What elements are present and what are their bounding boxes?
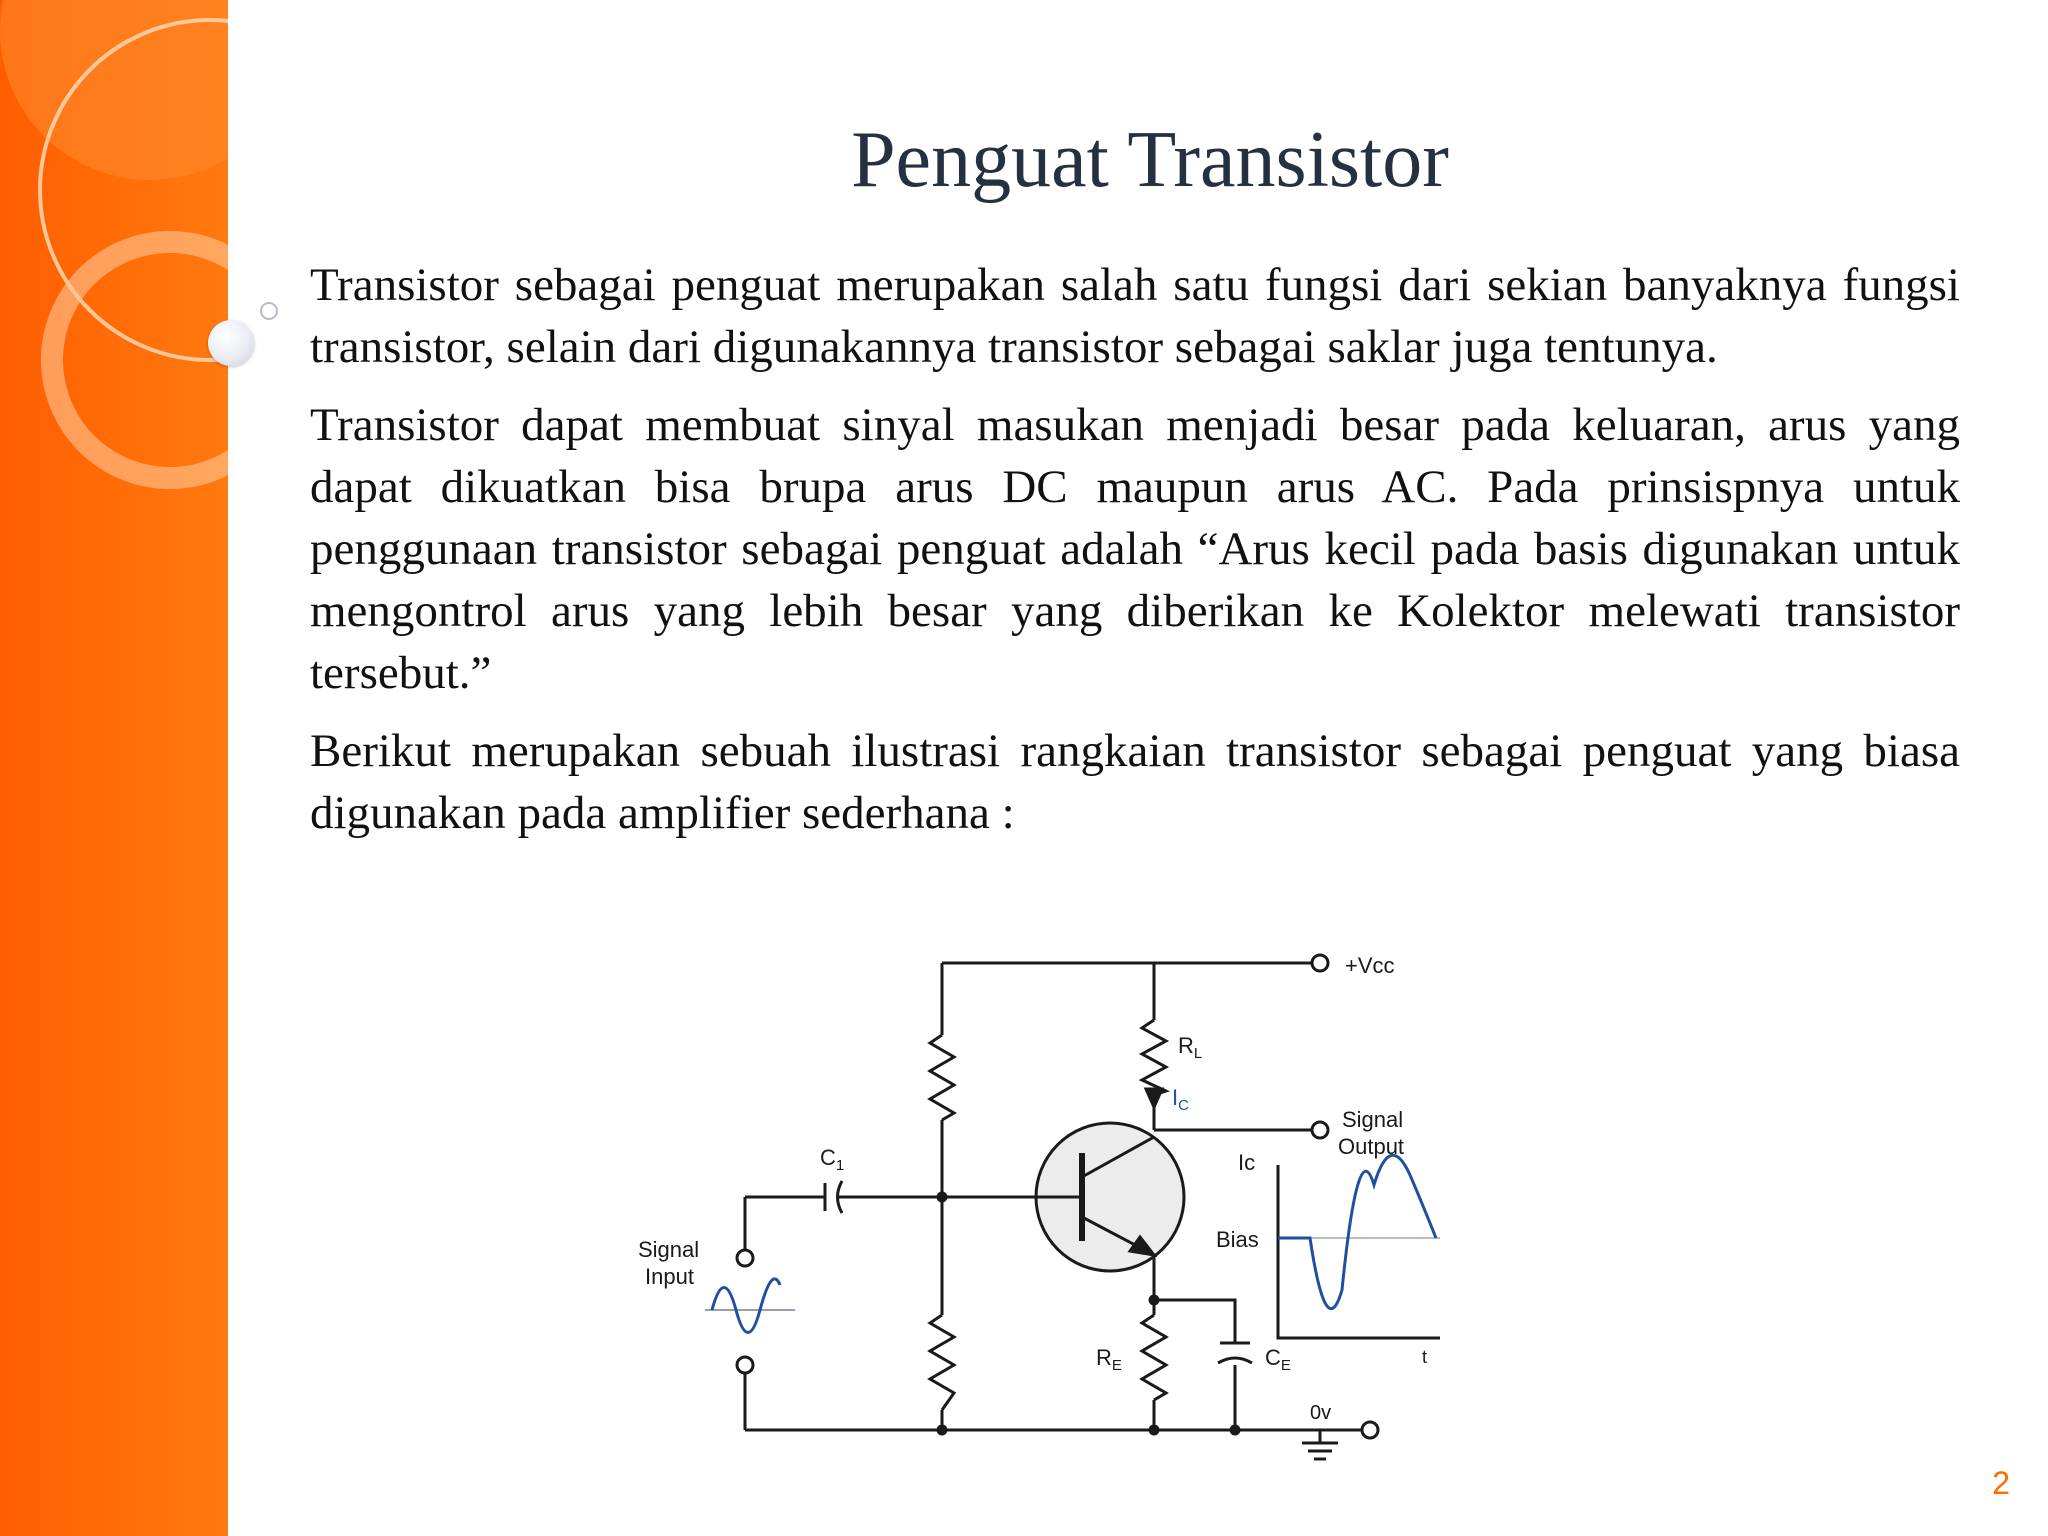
ic-label: $I_C$ bbox=[1172, 1085, 1189, 1114]
paragraph-1: Transistor sebagai penguat merupakan salah satu fungsi dari sekian banyaknya fungsi transistor, selain dari digunakannya transistor sebagai saklar juga tentunya. bbox=[310, 259, 1960, 373]
slide-title: Penguat Transistor bbox=[851, 116, 1449, 204]
bias-resistor-bottom bbox=[930, 1315, 954, 1410]
input-terminal-top bbox=[737, 1250, 753, 1266]
capacitor-ce-plate-2 bbox=[1218, 1358, 1252, 1363]
output-sine-wave bbox=[1278, 1155, 1436, 1308]
bias-resistor-top bbox=[930, 1035, 954, 1120]
decorative-circles bbox=[0, 0, 228, 1536]
re-label: $R_E$ bbox=[1096, 1345, 1122, 1374]
amplifier-circuit-diagram bbox=[630, 945, 1460, 1485]
signal-input-label-1: Signal bbox=[638, 1237, 700, 1262]
vcc-label: +Vcc bbox=[1345, 953, 1395, 978]
c1-label: $C_1$ bbox=[820, 1145, 845, 1174]
ground-junction-2 bbox=[1150, 1426, 1158, 1434]
ic-arrow bbox=[1146, 1089, 1162, 1107]
paragraph-2: Transistor dapat membuat sinyal masukan menjadi besar pada keluaran, arus yang dapat dikuatkan bisa brupa arus DC maupun arus AC. Pada prinsispnya untuk penggunaan transistor sebagai penguat adalah “Arus kecil pada basis digunakan untuk mengontrol arus yang lebih besar yang diberikan ke Kolektor melewati transistor tersebut.” bbox=[310, 399, 1960, 699]
ground-terminal bbox=[1362, 1422, 1378, 1438]
slide-body bbox=[310, 254, 1960, 860]
ground-symbol bbox=[1302, 1430, 1338, 1459]
signal-input-label-2: Input bbox=[645, 1264, 694, 1289]
input-terminal-bottom bbox=[737, 1357, 753, 1373]
ground-junction-1 bbox=[938, 1426, 946, 1434]
ground-junction-3 bbox=[1231, 1426, 1239, 1434]
ce-label: $C_E$ bbox=[1265, 1345, 1291, 1374]
bullet-ring-decoration bbox=[260, 302, 278, 320]
paragraph-3: Berikut merupakan sebuah ilustrasi rangkaian transistor sebagai penguat yang biasa digunakan pada amplifier sederhana : bbox=[310, 725, 1960, 839]
ic-axis-label: Ic bbox=[1238, 1150, 1256, 1175]
output-terminal bbox=[1312, 1122, 1328, 1138]
base-junction bbox=[938, 1193, 946, 1201]
signal-output-label-2: Output bbox=[1338, 1134, 1405, 1159]
t-label: t bbox=[1422, 1347, 1428, 1367]
bullet-sphere-decoration bbox=[208, 320, 254, 366]
signal-output-label-1: Signal bbox=[1342, 1107, 1404, 1132]
bias-label: Bias bbox=[1216, 1227, 1259, 1252]
rl-label: $R_L$ bbox=[1178, 1033, 1203, 1062]
page-number: 2 bbox=[1992, 1465, 2010, 1501]
input-sine-wave bbox=[712, 1279, 780, 1333]
load-resistor bbox=[1142, 1020, 1166, 1095]
emitter-resistor bbox=[1142, 1300, 1166, 1430]
input-wire bbox=[745, 1197, 825, 1250]
vcc-terminal bbox=[1312, 955, 1328, 971]
zero-v-label: 0v bbox=[1310, 1402, 1332, 1424]
sidebar-decoration bbox=[0, 0, 228, 1536]
